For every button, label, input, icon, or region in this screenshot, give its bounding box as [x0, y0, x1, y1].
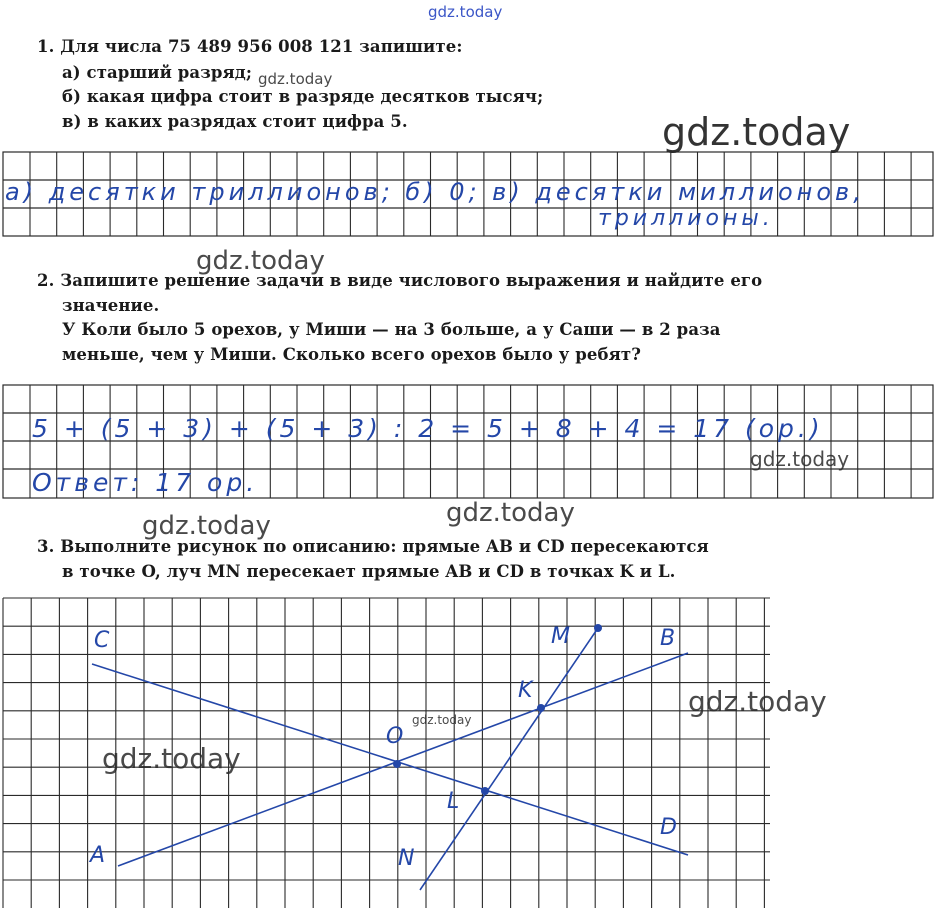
- task2-line2: значение.: [62, 296, 160, 315]
- ray-mn: [420, 628, 598, 890]
- task3-line1: 3. Выполните рисунок по описанию: прямые AB и CD пересекаются: [37, 537, 709, 556]
- watermark-3: gdz.today: [750, 447, 850, 471]
- label-n: N: [398, 846, 415, 871]
- label-c: C: [94, 628, 110, 653]
- task2-line4: меньше, чем у Миши. Сколько всего орехов было у ребят?: [62, 345, 642, 364]
- task1-line4: в) в каких разрядах стоит цифра 5.: [62, 112, 408, 131]
- watermark-8: gdz.today: [102, 742, 241, 775]
- task2-line3: У Коли было 5 орехов, у Миши — на 3 больше, а у Саши — в 2 раза: [62, 320, 721, 339]
- label-a: A: [90, 843, 106, 868]
- watermark-small-1: gdz.today: [258, 70, 333, 88]
- watermark-large-1: gdz.today: [662, 110, 851, 154]
- task1-line2: а) старший разряд;: [62, 63, 253, 82]
- task2-answer-line1: 5 + (5 + 3) + (5 + 3) : 2 = 5 + 8 + 4 = 17 (ор.): [32, 414, 824, 443]
- watermark-5: gdz.today: [446, 498, 575, 528]
- label-b: B: [660, 626, 676, 651]
- task2-answer-line2: Ответ: 17 ор.: [32, 468, 259, 497]
- label-l: L: [447, 789, 460, 814]
- watermark-top: gdz.today: [428, 3, 503, 21]
- task1-line1: 1. Для числа 75 489 956 008 121 запишите:: [37, 37, 463, 56]
- label-k: K: [518, 678, 533, 703]
- watermark-6: gdz.today: [688, 685, 827, 718]
- task1-line3: б) какая цифра стоит в разряде десятков тысяч;: [62, 87, 544, 106]
- watermark-7: gdz.today: [412, 713, 472, 727]
- line-ab: [118, 653, 688, 866]
- point-o-dot: [393, 760, 401, 768]
- watermark-4: gdz.today: [142, 511, 271, 541]
- task2-line1: 2. Запишите решение задачи в виде числового выражения и найдите его: [37, 271, 763, 290]
- task1-answer-line2: триллионы.: [598, 206, 774, 231]
- point-m-dot: [594, 624, 602, 632]
- label-m: M: [551, 624, 570, 649]
- task1-answer-line1: а) десятки триллионов; б) 0; в) десятки миллионов,: [5, 178, 865, 206]
- line-cd: [92, 664, 688, 855]
- point-k-dot: [537, 704, 545, 712]
- label-d: D: [660, 815, 677, 840]
- task3-line2: в точке O, луч MN пересекает прямые AB и CD в точках K и L.: [62, 562, 676, 581]
- point-l-dot: [481, 787, 489, 795]
- label-o: O: [386, 724, 404, 749]
- watermark-2: gdz.today: [196, 246, 325, 276]
